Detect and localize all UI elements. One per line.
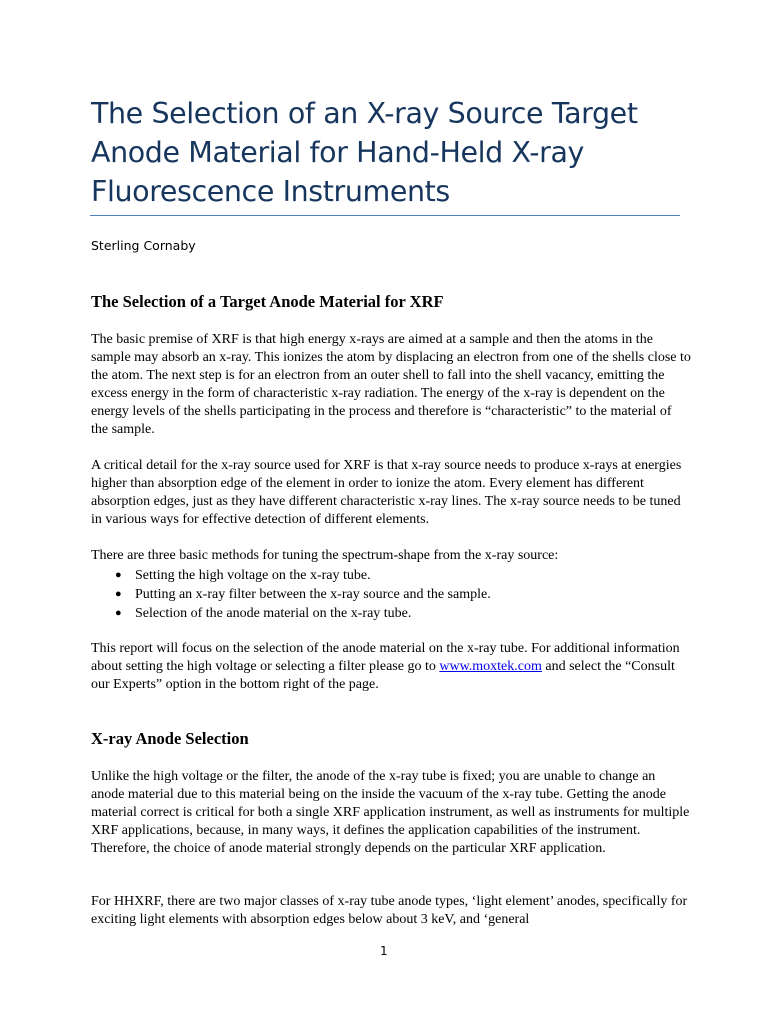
- page-number: 1: [380, 944, 388, 958]
- paragraph-critical-detail: A critical detail for the x-ray source used for XRF is that x-ray source needs to produce x-rays at energies higher than absorption edge of the element in order to ionize the atom. Every element has different absorption edges, just as they have different characteristic x-ray lines. The x-ray source needs to be tuned in various ways for effective detection of different elements.: [91, 458, 682, 527]
- list-item: [91, 585, 671, 604]
- tuning-methods-list: [91, 566, 671, 623]
- paragraph-tuning-methods: There are three basic methods for tuning the spectrum-shape from the x-ray source:: [91, 548, 559, 563]
- paragraph-anode-fixed: Unlike the high voltage or the filter, the anode of the x-ray tube is fixed; you are unable to change an anode material due to this material being on the inside the vacuum of the x-ray tube. Getting the anode material correct is critical for both a single XRF application instrument, as well as instruments for multiple XRF applications, because, in many ways, it defines the application capabilities of the instrument. Therefore, the choice of anode material strongly depends on the particular XRF application.: [91, 769, 690, 856]
- paragraph-text: This report will focus on the selection of the anode material on the x-ray tube. For additional information about setting the high voltage or selecting a filter please go to: [91, 641, 680, 674]
- paragraph-hhxrf-classes: For HHXRF, there are two major classes of x-ray tube anode types, ‘light element’ anodes, specifically for exciting light elements with absorption edges below about 3 keV, and ‘general: [91, 894, 688, 927]
- document-title: The Selection of an X-ray Source Target Anode Material for Hand-Held X-ray Fluorescence Instruments: [91, 97, 638, 208]
- moxtek-link[interactable]: www.moxtek.com: [439, 659, 542, 674]
- list-item-text: Selection of the anode material on the x-ray tube.: [135, 606, 412, 621]
- bullet-icon: ●: [115, 588, 122, 600]
- section-heading-anode-selection: X-ray Anode Selection: [91, 729, 249, 748]
- author-name: Sterling Cornaby: [91, 238, 196, 253]
- paragraph-report-focus: [91, 640, 691, 694]
- paragraph-xrf-premise: The basic premise of XRF is that high energy x-rays are aimed at a sample and then the atoms in the sample may absorb an x-ray. This ionizes the atom by displacing an electron from one of the shells close to the atom. The next step is for an electron from an outer shell to fall into the shell vacancy, emitting the excess energy in the form of characteristic x-ray radiation. The energy of the x-ray is dependent on the energy levels of the shells participating in the process and therefore is “characteristic” to the material of the sample.: [91, 332, 691, 437]
- section-heading-target-anode: The Selection of a Target Anode Material for XRF: [91, 292, 444, 311]
- list-item-text: Putting an x-ray filter between the x-ray source and the sample.: [135, 587, 491, 602]
- list-item: [91, 604, 671, 623]
- list-item: [91, 566, 671, 585]
- title-divider: [90, 215, 680, 216]
- bullet-icon: ●: [115, 569, 122, 581]
- bullet-icon: ●: [115, 607, 122, 619]
- paragraph-text: and select the “Consult our Experts” option in the bottom right of the page.: [91, 659, 675, 692]
- list-item-text: Setting the high voltage on the x-ray tube.: [135, 568, 371, 583]
